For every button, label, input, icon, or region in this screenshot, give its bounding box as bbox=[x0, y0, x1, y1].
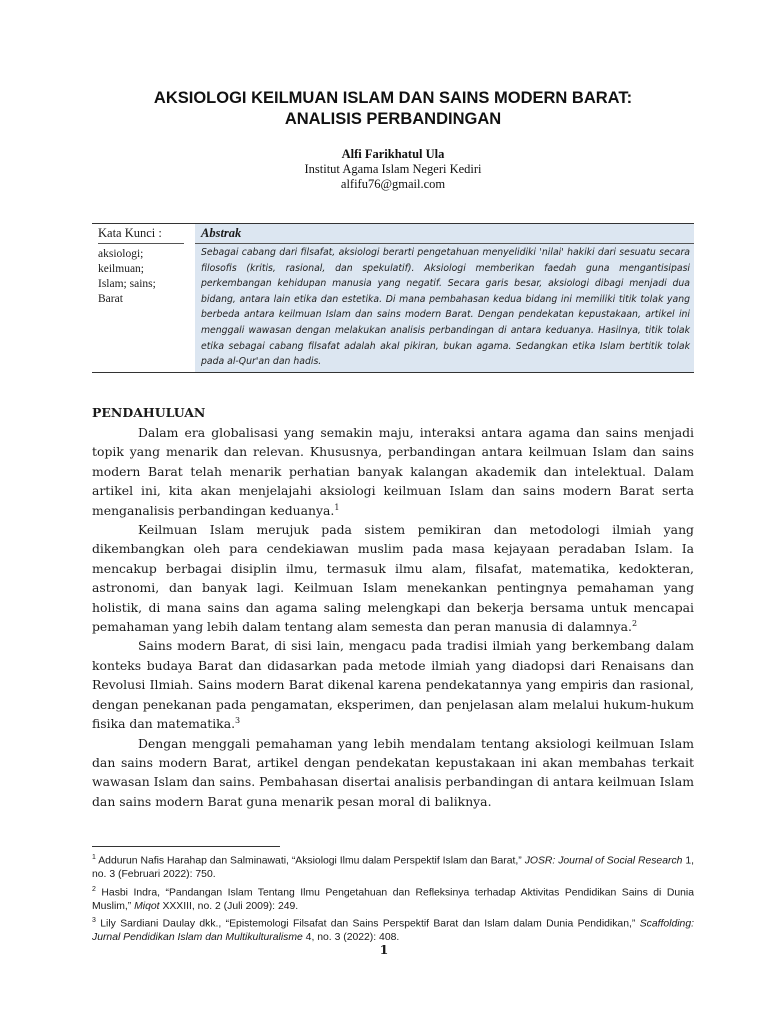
footnote-journal: Scaffolding: Jurnal Pendidikan Islam dan Multikulturalisme bbox=[92, 918, 694, 944]
footnote-ref[interactable]: 2 bbox=[631, 618, 638, 628]
paper-title bbox=[92, 88, 694, 130]
paragraph bbox=[92, 734, 694, 812]
abstract-label: Abstrak bbox=[195, 224, 694, 244]
paragraph-text: Sains modern Barat, di sisi lain, mengacu pada tradisi ilmiah yang berkembang dalam konteks budaya Barat dan didasarkan pada metode ilmiah yang diadopsi dari Renaisans dan Revolusi Ilmiah. Sains modern Barat dikenal karena pendekatannya yang empiris dan rasional, dengan penekanan pada pengamatan, eksperimen, dan penjelasan alam melalui hukum-hukum fisika dan matematika. bbox=[92, 638, 694, 732]
abstract-box bbox=[92, 223, 694, 373]
footnote bbox=[92, 914, 694, 945]
paragraph-text: Dengan menggali pemahaman yang lebih mendalam tentang aksiologi keilmuan Islam dan sains modern Barat, artikel dengan pendekatan kepustakaan ini akan membahas terkait wawasan Islam dan sains. Pembahasan disertai analisis perbandingan di antara keilmuan Islam dan sains modern Barat guna menarik pesan moral di baliknya. bbox=[92, 735, 694, 809]
footnote-number: 2 bbox=[92, 885, 96, 893]
paragraph-text: Dalam era globalisasi yang semakin maju, interaksi antara agama dan sains menjadi topik yang menarik dan relevan. Khususnya, perbandingan antara keilmuan Islam dan sains modern Barat telah menarik perhatian banyak kalangan akademik dan intelektual. Dalam artikel ini, kita akan menjelajahi aksiologi keilmuan Islam dan sains modern Barat serta menganalisis perbandingan keduanya. bbox=[92, 425, 694, 518]
keywords-column bbox=[92, 224, 190, 372]
footnotes bbox=[92, 851, 694, 946]
footnote-number: 1 bbox=[92, 854, 96, 861]
keyword-item: keilmuan; bbox=[98, 263, 144, 275]
footnote-citation: 4, no. 3 (2022): 408. bbox=[302, 932, 400, 944]
author-email: alfifu76@gmail.com bbox=[340, 177, 446, 191]
footnote-citation: 1, no. 3 (Februari 2022): 750. bbox=[92, 855, 694, 881]
keyword-item: Barat bbox=[98, 293, 123, 305]
author-name: Alfi Farikhatul Ula bbox=[341, 147, 445, 161]
keyword-item: Islam; sains; bbox=[98, 278, 156, 290]
author-affiliation: Institut Agama Islam Negeri Kediri bbox=[304, 162, 482, 176]
footnote-ref[interactable]: 1 bbox=[334, 502, 340, 512]
footnote bbox=[92, 851, 694, 882]
keywords-label: Kata Kunci : bbox=[98, 226, 184, 244]
section-heading: PENDAHULUAN bbox=[92, 405, 206, 420]
abstract-text: Sebagai cabang dari filsafat, aksiologi berarti pengetahuan menyelidiki 'nilai' hakiki dari sesuatu secara filosofis (kritis, rasional, dan spekulatif). Aksiologi memberikan faedah guna mengantisipasi perkembangan kehidupan manusia yang negatif. Secara garis besar, aksiologi dibagi menjadi dua bidang, antara lain etika dan estetika. Di mana pembahasan kedua bidang ini memiliki titik tolak yang berbeda antara keilmuan Islam dan sains modern Barat. Dengan pendekatan kepustakaan, artikel ini menggali wawasan dengan melakukan analisis perbandingan di antara keduanya. Hasilnya, titik tolak etika sebagai cabang filsafat adalah akal pikiran, bukan agama. Sedangkan etika Islam bertitik tolak pada al-Qur'an dan hadis. bbox=[201, 247, 690, 368]
footnote-text: Hasbi Indra, “Pandangan Islam Tentang Ilmu Pengetahuan dan Refleksinya terhadap Aktivitas Pendidikan Sains di Dunia Muslim,” bbox=[92, 887, 694, 912]
footnote bbox=[92, 883, 694, 914]
footnote-journal: Miqot bbox=[134, 900, 160, 912]
footnote-ref[interactable]: 3 bbox=[235, 715, 241, 725]
footnote-separator bbox=[92, 846, 280, 847]
title-line-2: ANALISIS PERBANDINGAN bbox=[284, 110, 502, 128]
keyword-item: aksiologi; bbox=[98, 248, 144, 260]
footnote-number: 3 bbox=[92, 917, 96, 925]
footnote-journal: JOSR: Journal of Social Research bbox=[524, 855, 683, 867]
abstract-column bbox=[195, 224, 694, 372]
author-block bbox=[92, 147, 694, 192]
paragraph bbox=[92, 520, 694, 636]
page-number: 1 bbox=[379, 942, 389, 957]
paragraph bbox=[92, 636, 694, 733]
title-line-1: AKSIOLOGI KEILMUAN ISLAM DAN SAINS MODERN BARAT: bbox=[153, 89, 633, 107]
footnote-citation: XXXIII, no. 2 (Juli 2009): 249. bbox=[159, 900, 299, 912]
paragraph-text: Keilmuan Islam merujuk pada sistem pemikiran dan metodologi ilmiah yang dikembangkan oleh para cendekiawan muslim pada masa kejayaan peradaban Islam. Ia mencakup berbagai disiplin ilmu, termasuk ilmu alam, filsafat, matematika, kedokteran, astronomi, dan banyak lagi. Keilmuan Islam menekankan pentingnya pemahaman yang holistik, di mana sains dan agama saling melengkapi dan bekerja bersama untuk mencapai pemahaman yang lebih dalam tentang alam semesta dan peran manusia di dalamnya. bbox=[92, 522, 694, 635]
footnote-text: Addurun Nafis Harahap dan Salminawati, “Aksiologi Ilmu dalam Perspektif Islam dan Barat,” bbox=[98, 855, 525, 867]
body-text bbox=[92, 423, 694, 811]
footnote-text: Lily Sardiani Daulay dkk., “Epistemologi Filsafat dan Sains Perspektif Barat dan Islam dalam Dunia Pendidikan,” bbox=[100, 918, 640, 930]
paragraph bbox=[92, 423, 694, 520]
